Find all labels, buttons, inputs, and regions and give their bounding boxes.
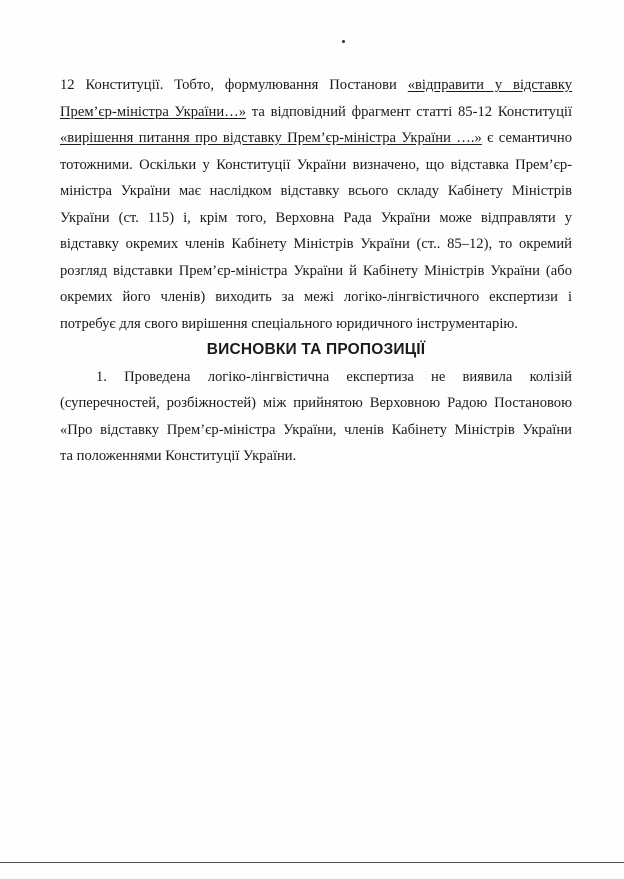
underlined-quote: Прем’єр-міністра України…» — [60, 103, 247, 120]
document-body — [60, 72, 572, 470]
paragraph-2-line-2: (суперечностей, розбіжностей) між прийнятою Верховною Радою Постановою — [60, 395, 572, 411]
paragraph-1-line-1 — [60, 72, 572, 99]
paragraph-1-line-4: тотожними. Оскільки у Конституції України визначено, що відставка Прем’єр- — [60, 156, 572, 173]
scan-speck — [342, 40, 345, 43]
paragraph-2-line-3: «Про відставку Прем’єр-міністра України, членів Кабінету Міністрів України — [60, 421, 572, 438]
paragraph-1-line-6: України (ст. 115) і, крім того, Верховна Рада України може відправляти у — [60, 209, 572, 226]
section-heading: ВИСНОВКИ ТА ПРОПОЗИЦІЇ — [206, 341, 426, 358]
paragraph-2-line-1: 1. Проведена логіко-лінгвістична експертиза не виявила колізій — [96, 368, 572, 385]
paragraph-1-line-3 — [60, 125, 572, 152]
page-bottom-edge — [0, 862, 624, 863]
paragraph-1-line-5: міністра України має наслідком відставку всього складу Кабінету Міністрів — [60, 183, 572, 199]
paragraph-1-line-9: окремих його членів) виходить за межі логіко-лінгвістичного експертизи і — [60, 289, 572, 305]
underlined-quote: «вирішення питання про відставку Прем’єр-міністра України ….» — [60, 130, 482, 146]
paragraph-1-line-7: відставку окремих членів Кабінету Міністрів України (ст.. 85–12), то окремий — [60, 236, 572, 252]
text-run: є семантично — [481, 130, 572, 146]
text-run: 12 Конституції. Тобто, формулювання Постанови — [60, 77, 408, 93]
paragraph-2-line-4: та положеннями Конституції України. — [60, 448, 297, 464]
paragraph-1-line-2 — [60, 99, 572, 126]
paragraph-1-line-8: розгляд відставки Прем’єр-міністра України й Кабінету Міністрів України (або — [60, 262, 572, 279]
text-run: та відповідний фрагмент статті 85-12 Конституції — [246, 103, 572, 120]
underlined-quote: «відправити у відставку — [407, 77, 573, 93]
paragraph-1-line-10: потребує для свого вирішення спеціального юридичного інструментарію. — [60, 315, 518, 332]
